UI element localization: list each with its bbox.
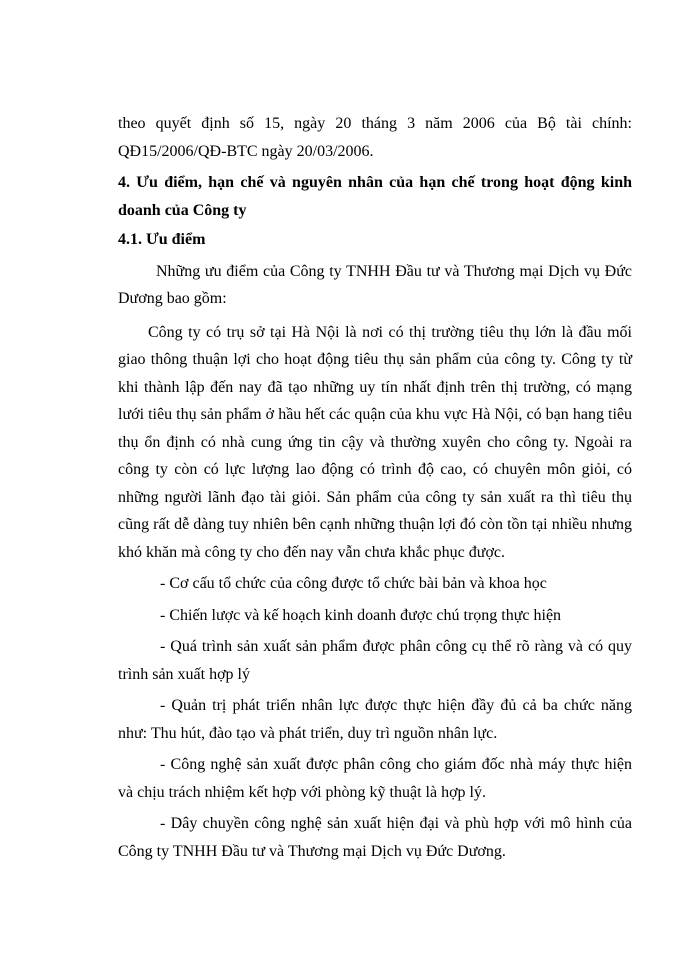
- paragraph-overview: Những ưu điểm của Công ty TNHH Đầu tư và Thương mại Dịch vụ Đức Dương bao gồm:: [118, 262, 632, 307]
- bullet-item: - Cơ cấu tổ chức của công được tổ chức bài bản và khoa học: [160, 575, 547, 592]
- bullet-item: - Dây chuyền công nghệ sản xuất hiện đại và phù hợp với mô hình của Công ty TNHH Đầu tư và Thương mại Dịch vụ Đức Dương.: [118, 815, 632, 860]
- bullet-item: - Chiến lược và kế hoạch kinh doanh được chú trọng thực hiện: [160, 606, 562, 624]
- bullet-item: - Quá trình sản xuất sản phẩm được phân công cụ thể rõ ràng và có quy trình sản xuất hợp lý: [118, 638, 632, 683]
- subsection-heading: 4.1. Ưu điểm: [118, 231, 206, 248]
- section-heading: 4. Ưu điểm, hạn chế và nguyên nhân của hạn chế trong hoạt động kinh doanh của Công ty: [118, 174, 632, 219]
- document-page: [118, 110, 632, 865]
- intro-paragraph: theo quyết định số 15, ngày 20 tháng 3 năm 2006 của Bộ tài chính: QĐ15/2006/QĐ-BTC ngày 20/03/2006.: [118, 115, 632, 160]
- bullet-item: - Công nghệ sản xuất được phân công cho giám đốc nhà máy thực hiện và chịu trách nhiệm kết hợp với phòng kỹ thuật là hợp lý.: [118, 756, 632, 801]
- bullet-item: - Quản trị phát triển nhân lực được thực hiện đầy đủ cả ba chức năng như: Thu hút, đào tạo và phát triển, duy trì nguồn nhân lực.: [118, 697, 632, 742]
- paragraph-details: Công ty có trụ sở tại Hà Nội là nơi có thị trường tiêu thụ lớn là đầu mối giao thông thuận lợi cho hoạt động tiêu thụ sản phẩm của công ty. Công ty từ khi thành lập đến nay đã tạo những uy tín nhất định trên thị trường, có mạng lưới tiêu thụ sản phẩm ở hầu hết các quận của khu vực Hà Nội, có bạn hang tiêu thụ ổn định có nhà cung ứng tin cậy và thường xuyên cho công ty. Ngoài ra công ty còn có lực lượng lao động có trình độ cao, có chuyên môn giỏi, có những người lãnh đạo tài giỏi. Sản phẩm của công ty sản xuất ra thì tiêu thụ cũng rất dễ dàng tuy nhiên bên cạnh những thuận lợi đó còn tồn tại nhiều nhưng khó khăn mà công ty cho đến nay vẫn chưa khắc phục được.: [118, 323, 632, 561]
